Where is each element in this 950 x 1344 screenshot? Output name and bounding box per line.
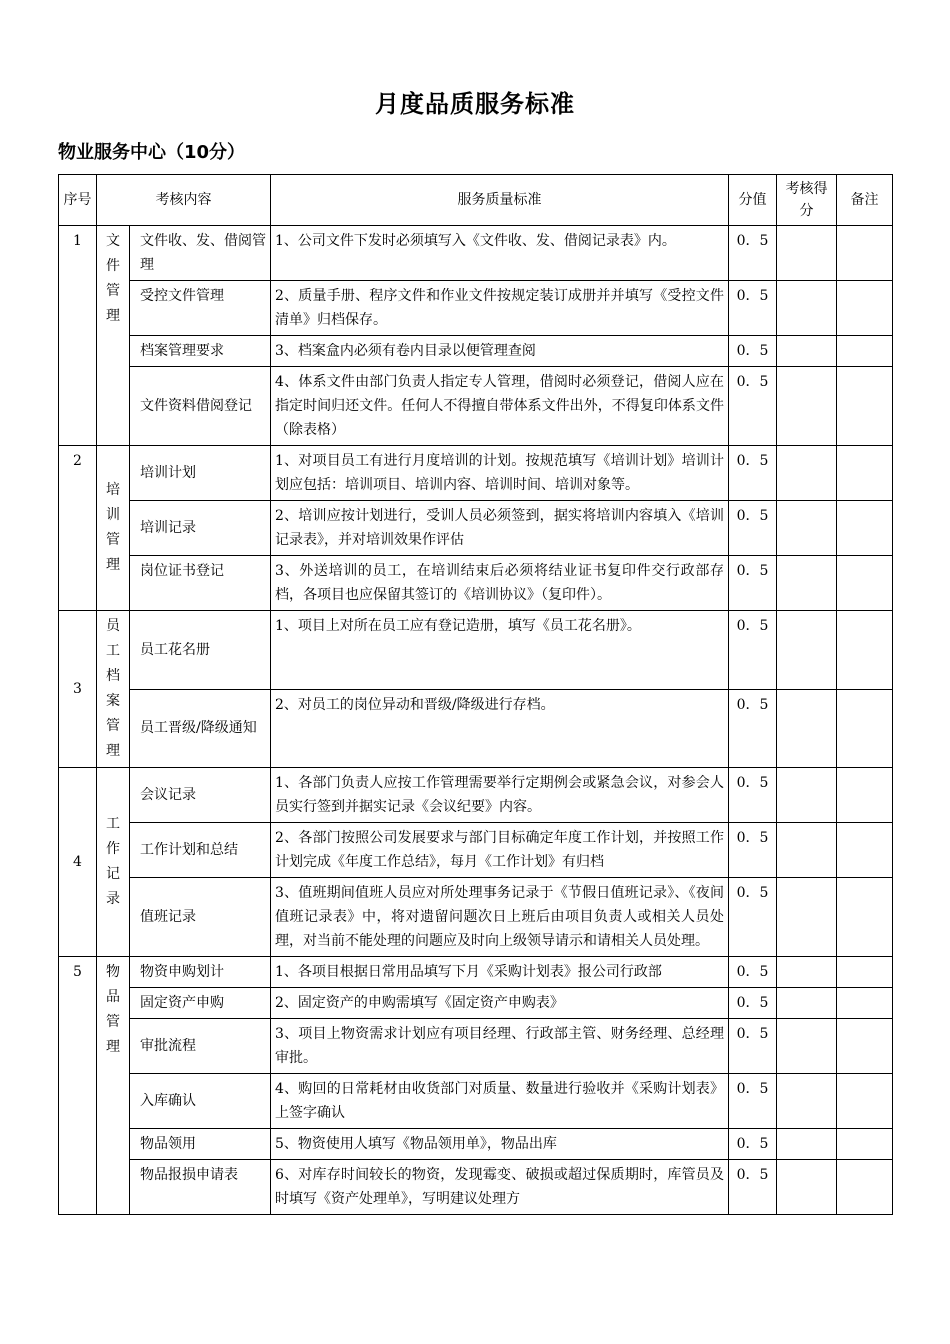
row-item: 审批流程 [130, 1019, 271, 1074]
category-label: 文件管理 [106, 233, 120, 324]
row-standard: 1、项目上对所在员工应有登记造册，填写《员工花名册》。 [271, 611, 729, 690]
row-eval-cell[interactable] [777, 1160, 837, 1215]
row-item: 员工晋级/降级通知 [130, 689, 271, 768]
row-item: 员工花名册 [130, 611, 271, 690]
row-score: 0．5 [729, 957, 777, 988]
table-row [59, 501, 893, 556]
header-row [59, 175, 893, 226]
table-row [59, 336, 893, 367]
table-row [59, 823, 893, 878]
row-standard: 3、外送培训的员工，在培训结束后必须将结业证书复印件交行政部存档，各项目也应保留其签订的《培训协议》（复印件）。 [271, 556, 729, 611]
row-item: 培训记录 [130, 501, 271, 556]
row-item: 值班记录 [130, 878, 271, 957]
row-standard: 3、项目上物资需求计划应有项目经理、行政部主管、财务经理、总经理审批。 [271, 1019, 729, 1074]
row-eval-cell[interactable] [777, 689, 837, 768]
row-eval-cell[interactable] [777, 226, 837, 281]
row-standard: 2、质量手册、程序文件和作业文件按规定装订成册并并填写《受控文件清单》归档保存。 [271, 281, 729, 336]
table-row [59, 611, 893, 690]
row-item: 档案管理要求 [130, 336, 271, 367]
section-subtitle: 物业服务中心（10分） [58, 142, 246, 163]
header-note: 备注 [837, 175, 893, 226]
table-row [59, 878, 893, 957]
row-note-cell[interactable] [837, 957, 893, 988]
row-score: 0．5 [729, 1160, 777, 1215]
row-eval-cell[interactable] [777, 336, 837, 367]
row-standard: 4、体系文件由部门负责人指定专人管理，借阅时必须登记，借阅人应在指定时间归还文件。任何人不得擅自带体系文件出外，不得复印体系文件（除表格） [271, 367, 729, 446]
header-score: 分值 [729, 175, 777, 226]
row-standard: 5、物资使用人填写《物品领用单》，物品出库 [271, 1129, 729, 1160]
row-note-cell[interactable] [837, 367, 893, 446]
table-row [59, 768, 893, 823]
row-note-cell[interactable] [837, 336, 893, 367]
row-note-cell[interactable] [837, 611, 893, 690]
row-standard: 1、公司文件下发时必须填写入《文件收、发、借阅记录表》内。 [271, 226, 729, 281]
row-seq: 1 [59, 226, 97, 446]
row-note-cell[interactable] [837, 768, 893, 823]
table-row [59, 1160, 893, 1215]
row-score: 0．5 [729, 226, 777, 281]
row-eval-cell[interactable] [777, 611, 837, 690]
row-note-cell[interactable] [837, 988, 893, 1019]
row-note-cell[interactable] [837, 446, 893, 501]
row-score: 0．5 [729, 446, 777, 501]
row-standard: 4、购回的日常耗材由收货部门对质量、数量进行验收并《采购计划表》上签字确认 [271, 1074, 729, 1129]
row-score: 0．5 [729, 556, 777, 611]
row-score: 0．5 [729, 1074, 777, 1129]
row-category [97, 446, 130, 611]
header-seq: 序号 [59, 175, 97, 226]
row-score: 0．5 [729, 1019, 777, 1074]
row-note-cell[interactable] [837, 501, 893, 556]
row-note-cell[interactable] [837, 689, 893, 768]
row-note-cell[interactable] [837, 823, 893, 878]
row-seq: 5 [59, 957, 97, 1215]
category-label: 工作记录 [106, 816, 120, 907]
row-eval-cell[interactable] [777, 878, 837, 957]
table-row [59, 367, 893, 446]
row-eval-cell[interactable] [777, 988, 837, 1019]
row-standard: 1、对项目员工有进行月度培训的计划。按规范填写《培训计划》培训计划应包括：培训项目、培训内容、培训时间、培训对象等。 [271, 446, 729, 501]
row-standard: 6、对库存时间较长的物资，发现霉变、破损或超过保质期时，库管员及时填写《资产处理单》，写明建议处理方 [271, 1160, 729, 1215]
row-seq: 2 [59, 446, 97, 611]
header-standard: 服务质量标准 [271, 175, 729, 226]
row-eval-cell[interactable] [777, 823, 837, 878]
row-category [97, 768, 130, 957]
category-label: 物品管理 [106, 964, 120, 1055]
header-content: 考核内容 [97, 175, 271, 226]
row-item: 文件资料借阅登记 [130, 367, 271, 446]
row-score: 0．5 [729, 1129, 777, 1160]
row-score: 0．5 [729, 611, 777, 690]
row-note-cell[interactable] [837, 878, 893, 957]
row-eval-cell[interactable] [777, 1129, 837, 1160]
row-item: 固定资产申购 [130, 988, 271, 1019]
table-row [59, 1074, 893, 1129]
row-note-cell[interactable] [837, 281, 893, 336]
row-eval-cell[interactable] [777, 281, 837, 336]
row-category [97, 226, 130, 446]
row-item: 物资申购划计 [130, 957, 271, 988]
table-row [59, 689, 893, 768]
row-standard: 1、各部门负责人应按工作管理需要举行定期例会或紧急会议，对参会人员实行签到并据实记录《会议纪要》内容。 [271, 768, 729, 823]
row-item: 培训计划 [130, 446, 271, 501]
header-eval: 考核得分 [777, 175, 837, 226]
category-label: 员工档案管理 [106, 618, 120, 759]
row-standard: 1、各项目根据日常用品填写下月《采购计划表》报公司行政部 [271, 957, 729, 988]
row-standard: 2、固定资产的申购需填写《固定资产申购表》 [271, 988, 729, 1019]
row-note-cell[interactable] [837, 1129, 893, 1160]
row-eval-cell[interactable] [777, 446, 837, 501]
row-category [97, 957, 130, 1215]
table-row [59, 556, 893, 611]
row-score: 0．5 [729, 501, 777, 556]
table-body [59, 226, 893, 1215]
row-seq: 3 [59, 611, 97, 768]
row-standard: 2、各部门按照公司发展要求与部门目标确定年度工作计划，并按照工作计划完成《年度工作总结》，每月《工作计划》有归档 [271, 823, 729, 878]
row-note-cell[interactable] [837, 1019, 893, 1074]
table-row [59, 1129, 893, 1160]
row-eval-cell[interactable] [777, 1074, 837, 1129]
table-row [59, 1019, 893, 1074]
row-item: 岗位证书登记 [130, 556, 271, 611]
row-note-cell[interactable] [837, 1160, 893, 1215]
row-standard: 2、培训应按计划进行，受训人员必须签到，据实将培训内容填入《培训记录表》，并对培训效果作评估 [271, 501, 729, 556]
row-note-cell[interactable] [837, 1074, 893, 1129]
row-score: 0．5 [729, 988, 777, 1019]
row-eval-cell[interactable] [777, 367, 837, 446]
row-category [97, 611, 130, 768]
table-row [59, 281, 893, 336]
row-item: 会议记录 [130, 768, 271, 823]
row-item: 文件收、发、借阅管理 [130, 226, 271, 281]
row-standard: 3、值班期间值班人员应对所处理事务记录于《节假日值班记录》、《夜间值班记录表》中，将对遗留问题次日上班后由项目负责人或相关人员处理，对当前不能处理的问题应及时向上级领导请示和请相关人员处理。 [271, 878, 729, 957]
row-eval-cell[interactable] [777, 1019, 837, 1074]
row-eval-cell[interactable] [777, 501, 837, 556]
row-seq: 4 [59, 768, 97, 957]
row-note-cell[interactable] [837, 556, 893, 611]
row-score: 0．5 [729, 823, 777, 878]
row-standard: 3、档案盒内必须有卷内目录以便管理查阅 [271, 336, 729, 367]
row-standard: 2、对员工的岗位异动和晋级/降级进行存档。 [271, 689, 729, 768]
page-title: 月度品质服务标准 [375, 90, 575, 118]
table-row [59, 226, 893, 281]
row-item: 受控文件管理 [130, 281, 271, 336]
row-score: 0．5 [729, 768, 777, 823]
category-label: 培训管理 [106, 482, 120, 573]
row-eval-cell[interactable] [777, 556, 837, 611]
table-row [59, 988, 893, 1019]
row-item: 入库确认 [130, 1074, 271, 1129]
row-note-cell[interactable] [837, 226, 893, 281]
table-row [59, 957, 893, 988]
row-score: 0．5 [729, 336, 777, 367]
table-row [59, 446, 893, 501]
row-score: 0．5 [729, 878, 777, 957]
row-item: 物品领用 [130, 1129, 271, 1160]
row-score: 0．5 [729, 281, 777, 336]
row-eval-cell[interactable] [777, 957, 837, 988]
row-item: 物品报损申请表 [130, 1160, 271, 1215]
row-item: 工作计划和总结 [130, 823, 271, 878]
row-score: 0．5 [729, 689, 777, 768]
row-eval-cell[interactable] [777, 768, 837, 823]
standards-table [58, 174, 893, 1215]
row-score: 0．5 [729, 367, 777, 446]
